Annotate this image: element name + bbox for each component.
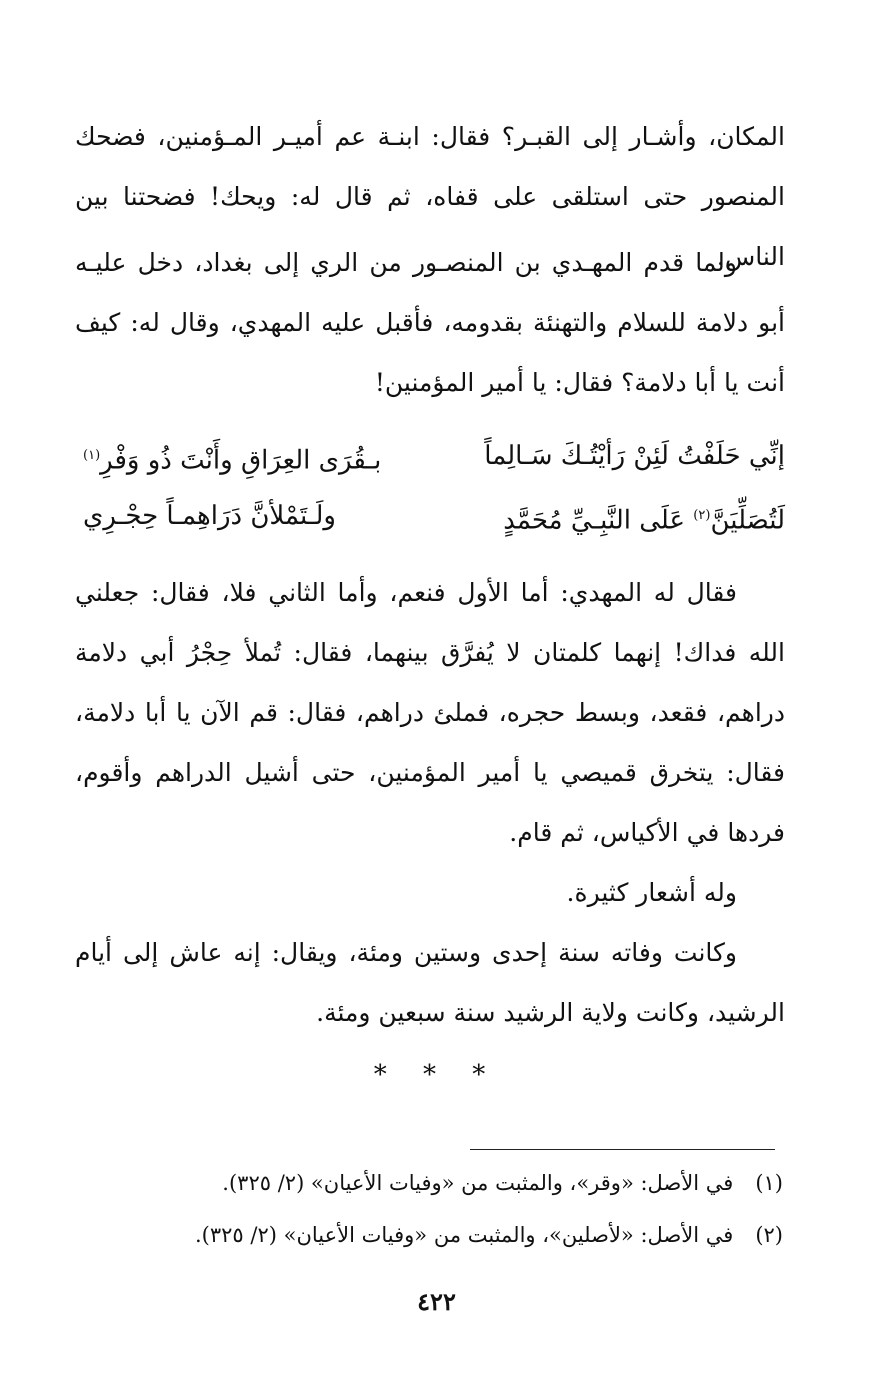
page-number: ٤٢٢ <box>417 1287 456 1316</box>
paragraph-2 <box>75 233 785 413</box>
verse-2-first-rest: عَلَى النَّبِـيِّ مُحَمَّدٍ <box>503 505 694 536</box>
verse-1-second-text: بـقُرَى العِرَاقِ وأَنْتَ ذُو وَفْرِ <box>100 445 382 476</box>
section-separator: * * * <box>373 1060 500 1090</box>
verse-2-first-word: لَتُصَلِّيَنَّ <box>710 505 785 536</box>
paragraph-4-text: وله أشعار كثيرة. <box>566 878 737 907</box>
paragraph-3-text: فقال له المهدي: أما الأول فنعم، وأما الثاني فلا، فقال: جعلني الله فداك! إنهما كلمتان لا يُفرَّق بينهما، فقال: تُملأ حِجْرُ أبي دلامة دراهم، فقعد، وبسط حجره، فملئ دراهم، فقال: قم الآن يا أبا دلامة، فقال: يتخرق قميصي يا أمير المؤمنين، حتى أشيل الدراهم وأقوم، فردها في الأكياس، ثم قام. <box>75 578 785 847</box>
verse-1-first-hemistich: إنِّي حَلَفْتُ لَئِنْ رَأيْتُـكَ سَـالِماً <box>484 441 785 471</box>
footnote-2-text: في الأصل: «لأصلين»، والمثبت من «وفيات الأعيان» (٢/ ٣٢٥). <box>194 1223 734 1247</box>
footnote-1-number: (١) <box>755 1171 783 1195</box>
footnote-2-number: (٢) <box>755 1223 783 1247</box>
footnote-1 <box>222 1166 783 1200</box>
paragraph-5-text: وكانت وفاته سنة إحدى وستين ومئة، ويقال: إنه عاش إلى أيام الرشيد، وكانت ولاية الرشيد سنة سبعين ومئة. <box>75 938 785 1027</box>
verse-line-1 <box>75 427 785 485</box>
verse-1-second-hemistich <box>83 427 381 490</box>
footnote-1-text: في الأصل: «وقر»، والمثبت من «وفيات الأعيان» (٢/ ٣٢٥). <box>222 1171 734 1195</box>
verse-line-2 <box>75 487 785 545</box>
verse-2-first-hemistich <box>503 487 785 550</box>
verse-2-second-hemistich: ولَـتَمْلأنَّ دَرَاهِمـاً حِجْـرِي <box>83 501 336 531</box>
paragraph-2-text: ولما قدم المهـدي بن المنصـور من الري إلى بغداد، دخل عليـه أبو دلامة للسلام والتهنئة بقدومه، فأقبل عليه المهدي، وقال له: كيف أنت يا أبا دلامة؟ فقال: يا أمير المؤمنين! <box>75 248 785 397</box>
footnote-marker-2: (٢) <box>693 508 711 523</box>
paragraph-group <box>75 563 785 1043</box>
footnote-marker-1: (١) <box>83 448 101 463</box>
footnote-divider <box>470 1149 775 1150</box>
paragraph-1-text: المكان، وأشـار إلى القبـر؟ فقال: ابنـة عم أميـر المـؤمنين، فضحك المنصور حتى استلقى على قفاه، ثم قال له: ويحك! فضحتنا بين الناس. <box>75 122 785 271</box>
footnote-2 <box>195 1218 783 1252</box>
